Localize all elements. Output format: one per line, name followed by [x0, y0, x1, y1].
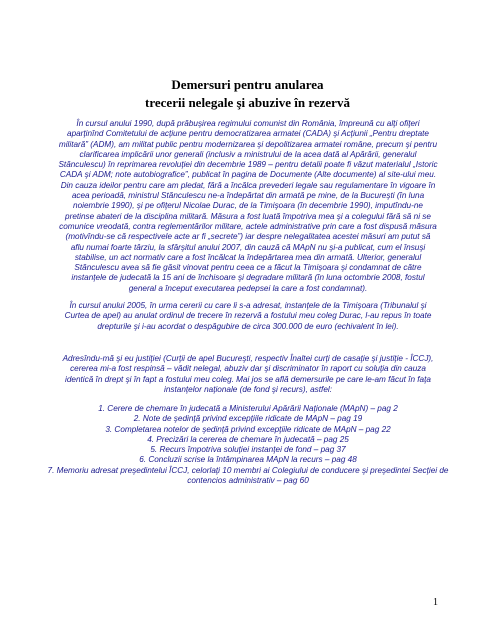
document-title-line2: trecerii nelegale şi abuzive în rezervă	[145, 95, 350, 110]
document-title-line1: Demersuri pentru anularea	[171, 77, 324, 92]
toc-item: 4. Precizări la cererea de chemare în judecată – pag 25	[147, 434, 349, 444]
page-number: 1	[433, 597, 438, 608]
paragraph-history: În cursul anului 1990, după prăbuşirea regimului comunist din România, împreună cu alţi ofiţeri aparţinînd Comitetului de acţiune pentru democratizarea armatei (CADA) şi Acţiunii „Pentru dreptate militară” (ADM), am militat public pentru modernizarea şi depolitizarea armatei române, precum şi pentru clarificarea implicării unor generali (inclusiv a ministrului de la acea dată al Apărării, generalul Stănculescu) în reprimarea revoluţiei din decembrie 1989 – pentru detalii poate fi văzut materialul „Istoric CADA şi ADM; note autobiografice”, publicat în pagina de Documente (Alte documente) al site-ului meu. Din cauza ideilor pentru care am pledat, fără a încălca prevederi legale sau regulamentare în vigoare în acea perioadă, ministrul Stănculescu ne-a îndepărtat din armată pe mine, de la Bucureşti (în luna noiembrie 1990), şi pe ofiţerul Nicolae Durac, de la Timişoara (în decembrie 1990), imputîndu-ne pretinse abateri de la disciplina militară. Măsura a fost luată împotriva mea şi a colegului fără să ni se comunice vreodată, contra reglementărilor militare, actele administrative prin care a fost dispusă măsura (motivîndu-se că respectivele acte ar fi „secrete”) iar despre nelegalitatea acestei măsuri am putut să aflu numai foarte târziu, la sfârşitul anului 2007, din cauză că MApN nu şi-a publicat, cum el însuşi stabilise, un act normativ care a fost încălcat la îndepărtarea mea din armată. Ulterior, generalul Stănculescu avea să fie găsit vinovat pentru ceea ce a făcut la Timişoara şi condamnat de către instanţele de judecată la 15 ani de închisoare şi degradare militară (în luna octombrie 2008, fostul general a început executarea pedepsei la care a fost condamnat).	[58, 119, 438, 293]
paragraph-durac-case: În cursul anului 2005, în urma cererii cu care li s-a adresat, instanţele de la Timişoara (Tribunalul şi Curtea de apel) au anulat ordinul de trecere în rezervă a fostului meu coleg Durac, l-au repus în toate drepturile şi i-au acordat o despăgubire de circa 300.000 de euro (echivalent în lei).	[64, 301, 432, 331]
toc-item: 5. Recurs împotriva soluţiei instanţei de fond – pag 37	[150, 445, 346, 455]
toc-item: 3. Completarea notelor de şedinţă privind excepţiile ridicate de MApN – pag 22	[105, 424, 391, 434]
toc-item: 1. Cerere de chemare în judecată a Ministerului Apărării Naţionale (MApN) – pag 2	[98, 404, 398, 413]
toc-item: 7. Memoriu adresat preşedintelui ÎCCJ, celorlaţi 10 membri ai Colegiului de conducere şi preşedintei Secţiei de contencios administrativ – pag 60	[47, 465, 449, 486]
paragraph-own-case: Adresîndu-mă şi eu justiţiei (Curţii de apel Bucureşti, respectiv Înaltei curţi de casaţie şi justiţie - ÎCCJ), cererea mi-a fost respinsă – vădit nelegal, abuziv dar şi discriminator în raport cu soluţia din cauza identică în drept şi în fapt a fostului meu coleg. Mai jos se află demersurile pe care le-am făcut în faţa instanţelor naţionale (de fond şi recurs), astfel:	[62, 354, 434, 394]
table-of-contents	[46, 404, 450, 486]
toc-item: 6. Concluzii scrise la întâmpinarea MApN la recurs – pag 48	[139, 455, 357, 465]
toc-item: 2. Note de şedinţă privind excepţiile ridicate de MApN – pag 19	[133, 414, 363, 424]
